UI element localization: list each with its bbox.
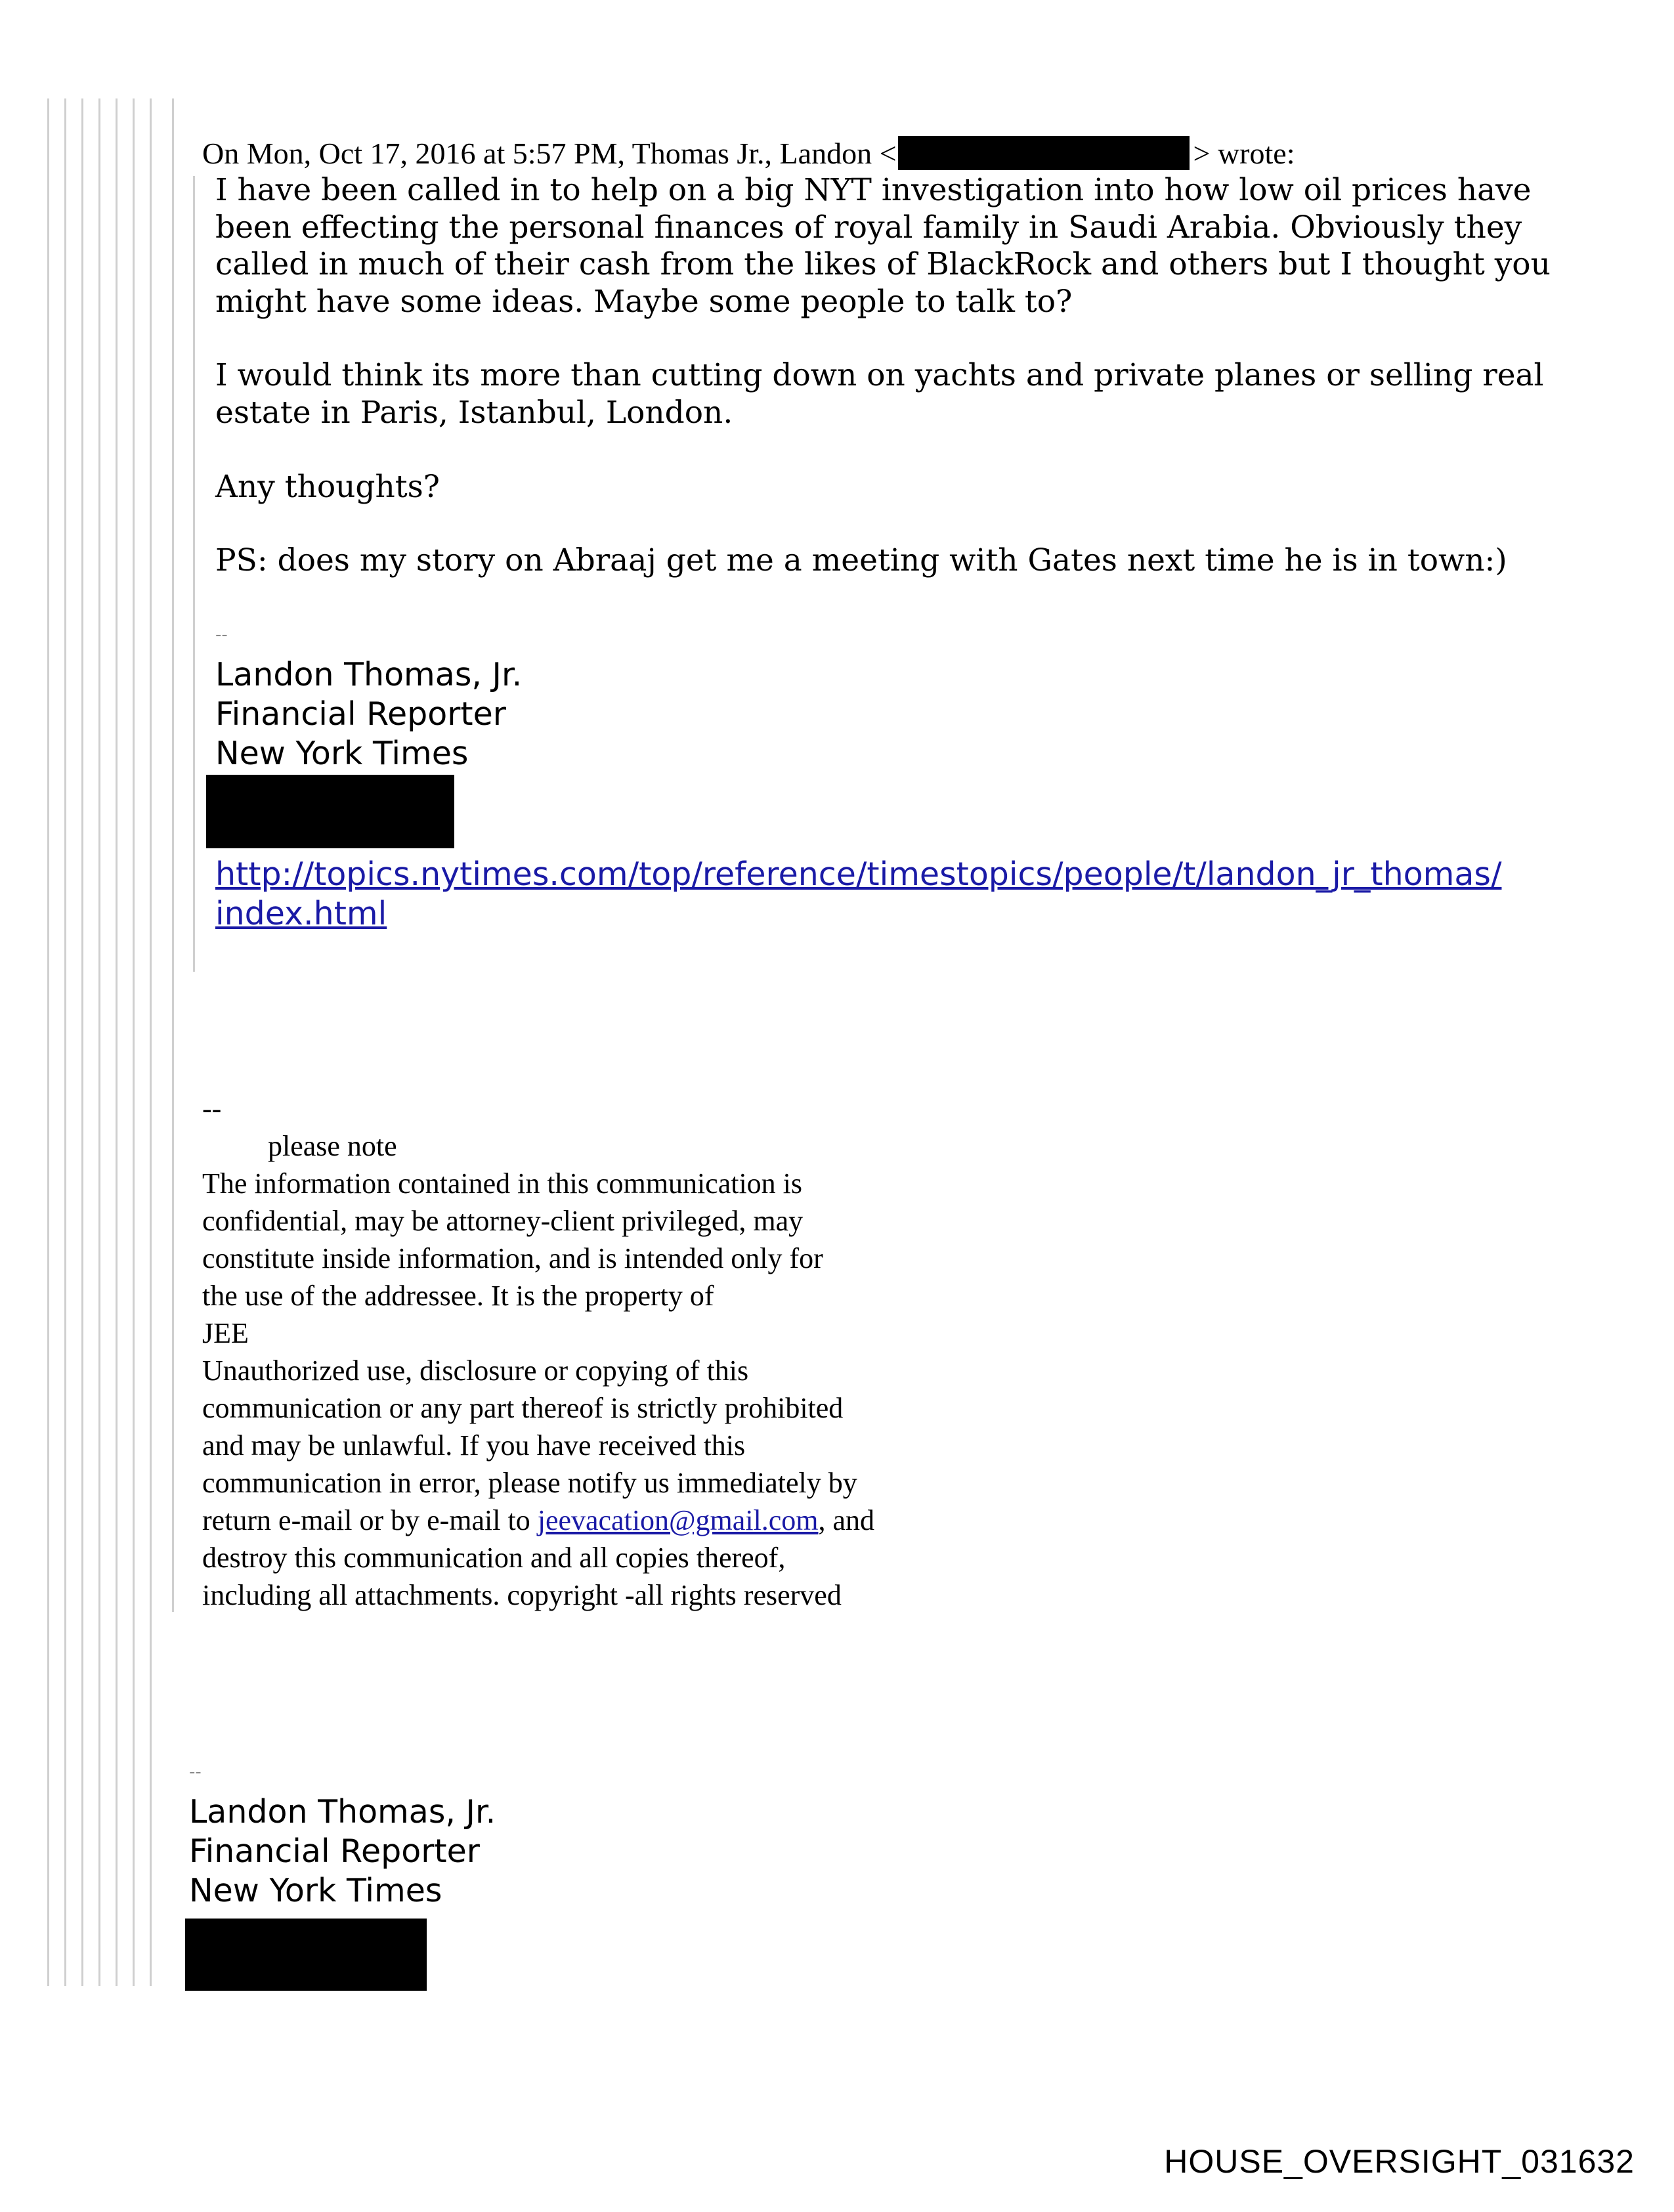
disclaimer-line: The information contained in this communication is [202,1167,803,1200]
profile-link-line2: index.html [215,895,387,932]
disclaimer-line: communication in error, please notify us immediately by [202,1467,857,1499]
disclaimer-line: and may be unlawful. If you have received this [202,1429,746,1462]
disclaimer-email-line [202,1502,874,1539]
disclaimer-note: please note [268,1130,397,1162]
redacted-phone [185,1919,427,1991]
disclaimer-line: including all attachments. copyright -all rights reserved [202,1579,842,1611]
message-paragraph: Any thoughts? [215,469,440,505]
email-header [202,135,1295,172]
quote-bar [172,98,174,1612]
disclaimer-line: the use of the addressee. It is the property of [202,1280,714,1312]
signature-separator: -- [215,625,228,645]
email-header-suffix: > wrote: [1193,137,1295,170]
redacted-email [898,136,1190,170]
profile-link[interactable] [215,855,1501,934]
disclaimer-line: confidential, may be attorney-client privileged, may [202,1205,804,1237]
disclaimer-line: destroy this communication and all copies thereof, [202,1542,786,1574]
email-link[interactable]: jeevacation@gmail.com [537,1504,819,1536]
disclaimer-separator: -- [202,1093,222,1125]
disclaimer-line: Unauthorized use, disclosure or copying of this [202,1355,749,1387]
quote-bar [133,98,135,1986]
disclaimer-line: JEE [202,1317,249,1349]
disclaimer-email-suffix: , and [818,1504,875,1536]
redacted-phone [206,775,454,848]
disclaimer-block [202,1090,874,1614]
message-paragraph: I have been called in to help on a big NYT investigation into how low oil prices have been effecting the personal finances of royal family in Saudi Arabia. Obviously they called in much of their cash from the likes of BlackRock and others but I thought you might have some ideas. Maybe some people to talk to? [215,172,1551,320]
quote-bar [116,98,118,1986]
signature-org: New York Times [189,1872,442,1909]
signature-separator: -- [189,1762,202,1782]
quote-bar [150,98,152,1986]
signature-org: New York Times [215,735,469,772]
signature-block [215,655,522,773]
quote-bar [98,98,100,1986]
quote-bar [64,98,66,1986]
disclaimer-line: constitute inside information, and is intended only for [202,1242,823,1274]
signature-title: Financial Reporter [215,695,506,733]
email-header-prefix: On Mon, Oct 17, 2016 at 5:57 PM, Thomas Jr., Landon < [202,137,897,170]
disclaimer-line: communication or any part thereof is strictly prohibited [202,1392,844,1424]
signature-name: Landon Thomas, Jr. [215,656,523,693]
message-paragraph: I would think its more than cutting down on yachts and private planes or selling real estate in Paris, Istanbul, London. [215,357,1544,431]
disclaimer-email-prefix: return e-mail or by e-mail to [202,1504,538,1536]
quote-bar [193,176,195,972]
document-id: HOUSE_OVERSIGHT_031632 [1164,2143,1635,2180]
message-paragraph: PS: does my story on Abraaj get me a meeting with Gates next time he is in town:) [215,542,1507,578]
profile-link-line1: http://topics.nytimes.com/top/reference/timestopics/people/t/landon_jr_thomas/ [215,856,1502,893]
signature-title: Financial Reporter [189,1832,480,1870]
quote-bar [47,98,49,1986]
quote-bar [81,98,83,1986]
signature-name: Landon Thomas, Jr. [189,1793,496,1831]
signature-block [189,1792,496,1911]
